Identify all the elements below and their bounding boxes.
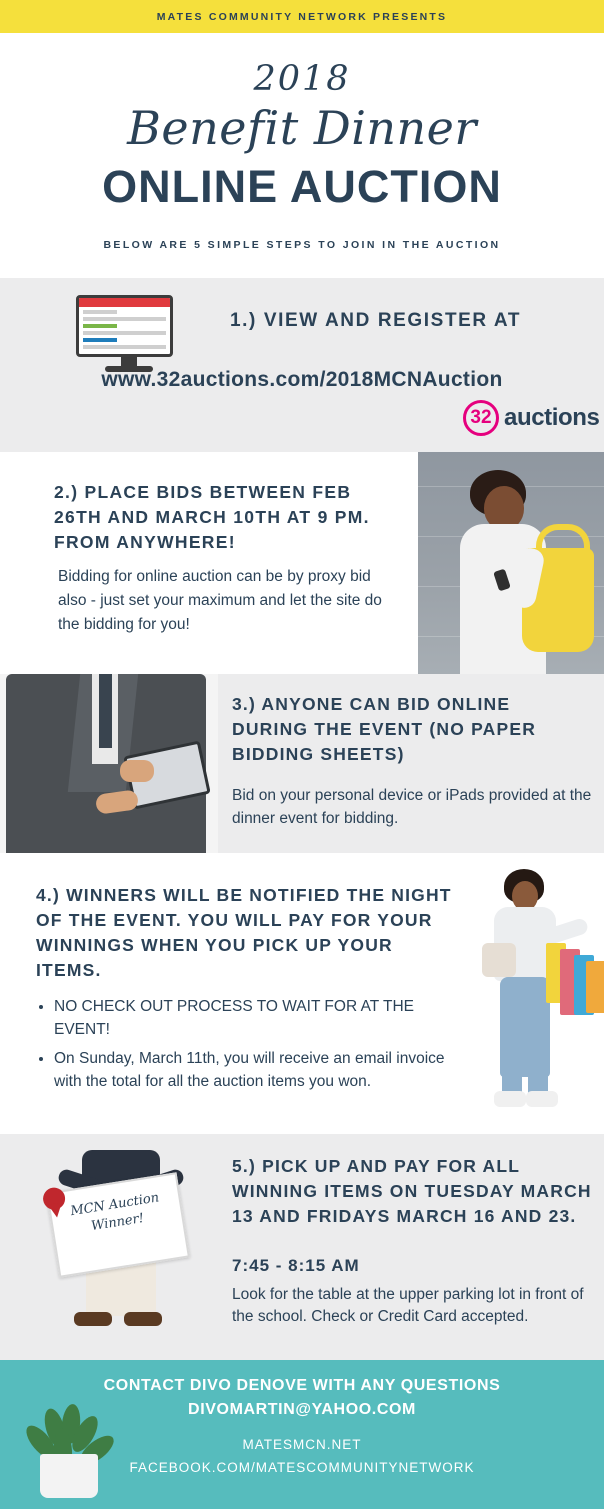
step-1-heading: 1.) VIEW AND REGISTER AT [230,310,522,331]
step-3-body: Bid on your personal device or iPads provided at the dinner event for bidding. [232,787,592,827]
step-1-section [0,278,604,452]
step-5-section [0,1134,604,1360]
footer-website[interactable]: MATESMCN.NET [242,1437,362,1452]
woman-with-yellow-bag-photo [418,452,604,674]
plant-icon [22,1394,114,1498]
footer-email[interactable]: DIVOMARTIN@YAHOO.COM [188,1401,416,1418]
footer-contact: CONTACT DIVO DENOVE WITH ANY QUESTIONS [103,1377,501,1394]
step-5-time: 7:45 - 8:15 AM [232,1256,360,1275]
page-title: ONLINE AUCTION [102,161,502,212]
step-2-section [0,452,604,674]
step-3-heading: 3.) ANYONE CAN BID ONLINE DURING THE EVENT (NO PAPER BIDDING SHEETS) [232,694,537,764]
32auctions-logo [463,400,599,436]
presents-bar [0,0,604,33]
32auctions-wordmark: auctions [504,404,600,431]
list-item: • On Sunday, March 11th, you will receive an email invoice with the total for all the auction items you won. [54,1047,474,1093]
footer-section [0,1360,604,1509]
certificate-text: MCN Auction Winner! [69,1190,161,1235]
step-4-section [0,853,604,1134]
step-4-heading: 4.) WINNERS WILL BE NOTIFIED THE NIGHT OF THE EVENT. YOU WILL PAY FOR YOUR WINNINGS WHEN YOU PICK UP YOUR ITEMS. [36,885,452,980]
man-with-tablet-photo [0,674,218,853]
step-5-heading: 5.) PICK UP AND PAY FOR ALL WINNING ITEMS ON TUESDAY MARCH 13 AND FRIDAYS MARCH 16 AND 23. [232,1156,592,1226]
footer-facebook[interactable]: FACEBOOK.COM/MATESCOMMUNITYNETWORK [129,1460,475,1475]
32auctions-mark: 32 [463,400,499,436]
shopper-with-bags-photo [446,865,596,1127]
step-2-body: Bidding for online auction can be by proxy bid also - just set your maximum and let the site do the bidding for you! [58,568,382,633]
monitor-icon [76,295,181,372]
year-title: 2018 [253,59,351,99]
step-5-body: Look for the table at the upper parking lot in front of the school. Check or Credit Card accepted. [232,1286,584,1325]
presents-text: MATES COMMUNITY NETWORK PRESENTS [156,10,448,23]
script-title: Benefit Dinner [127,101,477,155]
list-item: • NO CHECK OUT PROCESS TO WAIT FOR AT THE EVENT! [54,995,474,1041]
step-2-heading: 2.) PLACE BIDS BETWEEN FEB 26TH AND MARCH 10TH AT 9 PM. FROM ANYWHERE! [54,482,370,552]
title-block [0,33,604,278]
step-4-bullet-list [36,995,474,1099]
man-holding-certificate-photo [28,1140,228,1354]
subheading: BELOW ARE 5 SIMPLE STEPS TO JOIN IN THE AUCTION [103,239,501,251]
step-3-section [0,674,604,853]
auction-url[interactable]: www.32auctions.com/2018MCNAuction [101,368,503,391]
